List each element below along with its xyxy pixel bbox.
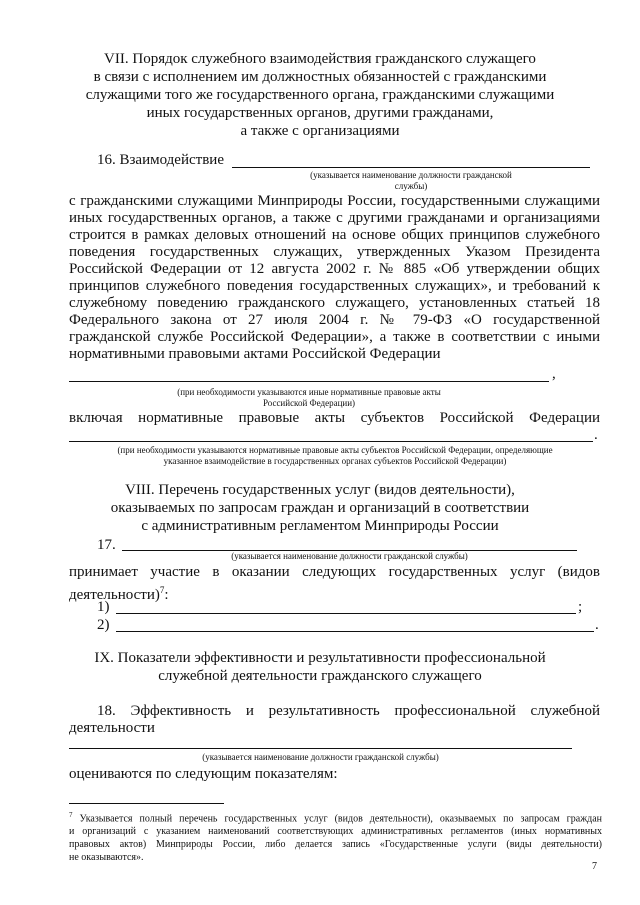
item-18-line-2: деятельности bbox=[69, 720, 155, 736]
heading-line: служебной деятельности гражданского служащего bbox=[158, 668, 482, 684]
hint-line: Российской Федерации) bbox=[262, 398, 356, 408]
paragraph-line: иных государственных органов, а также с другими гражданами и организациями bbox=[69, 210, 600, 226]
heading-line: а также с организациями bbox=[240, 123, 400, 139]
page-number: 7 bbox=[592, 861, 597, 872]
footnote-line: и организаций с указанием наименований соответствующих административных регламентов (иных нормативных bbox=[69, 826, 602, 838]
service-item-end: ; bbox=[578, 599, 583, 615]
hint-line: (указывается наименование должности гражданской bbox=[310, 170, 512, 180]
hint-line: (при необходимости указываются иные нормативные правовые акты bbox=[177, 387, 441, 397]
service-item-blank-line bbox=[116, 631, 594, 632]
regional-hint bbox=[60, 445, 610, 467]
item-18-blank-line bbox=[69, 748, 572, 749]
services-line-2 bbox=[69, 582, 169, 604]
heading-line: IX. Показатели эффективности и результативности профессиональной bbox=[94, 650, 546, 666]
section-7-heading bbox=[0, 50, 640, 140]
section-8-heading bbox=[0, 481, 640, 535]
heading-line: в связи с исполнением им должностных обязанностей с гражданскими bbox=[93, 69, 547, 85]
heading-line: иных государственных органов, другими гражданами, bbox=[146, 105, 494, 121]
item-18-position-hint: (указывается наименование должности гражданской службы) bbox=[202, 752, 439, 762]
footnote-text: Указывается полный перечень государственных услуг (видов деятельности), оказываемых по запросам граждан bbox=[79, 813, 603, 825]
services-line-1: принимает участие в оказании следующих государственных услуг (видов bbox=[69, 564, 600, 580]
service-item-end: . bbox=[595, 617, 599, 633]
acts-hint bbox=[69, 387, 549, 409]
hint-line: (при необходимости указываются нормативные правовые акты субъектов Российской Федерации, определяющие bbox=[117, 445, 553, 455]
acts-comma: , bbox=[552, 366, 556, 382]
heading-line: VIII. Перечень государственных услуг (видов деятельности), bbox=[125, 482, 515, 498]
paragraph-line: Российской Федерации от 12 августа 2002 г. № 885 «Об утверждении общих bbox=[69, 261, 600, 277]
section-9-heading bbox=[0, 649, 640, 685]
item-17-label: 17. bbox=[97, 537, 116, 553]
service-item-number: 2) bbox=[97, 617, 110, 633]
heading-line: VII. Порядок служебного взаимодействия гражданского служащего bbox=[104, 51, 536, 67]
footnote-separator bbox=[69, 803, 224, 804]
item-17-position-hint: (указывается наименование должности гражданской службы) bbox=[231, 551, 468, 561]
paragraph-line: с гражданскими служащими Минприроды России, государственными служащими bbox=[69, 193, 600, 209]
item-16-label: 16. Взаимодействие bbox=[97, 152, 224, 168]
footnote-line bbox=[69, 809, 602, 825]
heading-line: служащими того же государственного органа, гражданскими служащими bbox=[85, 87, 555, 103]
service-item-number: 1) bbox=[97, 599, 110, 615]
paragraph-line: поведения государственных служащих, утвержденных Указом Президента bbox=[69, 244, 600, 260]
item-16-blank-line bbox=[232, 167, 590, 168]
regional-period: . bbox=[594, 427, 598, 443]
paragraph-line: Федерального закона от 27 июля 2004 г. № 79-ФЗ «О государственной bbox=[69, 312, 600, 328]
colon: : bbox=[164, 587, 169, 603]
footnote-ref: 7 bbox=[159, 585, 165, 595]
indicators-line: оцениваются по следующим показателям: bbox=[69, 766, 338, 782]
paragraph-line: принципов служебного поведения государственных служащих», и требований к bbox=[69, 278, 600, 294]
regional-blank-line bbox=[69, 441, 593, 442]
services-text: деятельности) bbox=[69, 587, 160, 603]
item-16-paragraph bbox=[69, 193, 600, 363]
item-16-position-hint bbox=[232, 170, 590, 192]
paragraph-line: гражданской службе Российской Федерации», а также в соответствии с иными bbox=[69, 329, 600, 345]
service-item-blank-line bbox=[116, 613, 576, 614]
regional-acts-line: включая нормативные правовые акты субъектов Российской Федерации bbox=[69, 410, 600, 426]
acts-blank-line bbox=[69, 381, 549, 382]
item-18-line-1: 18. Эффективность и результативность профессиональной служебной bbox=[97, 703, 600, 719]
footnote-line: не оказываются». bbox=[69, 852, 144, 864]
paragraph-line: служебному поведению гражданского служащего, установленных статьей 18 bbox=[69, 295, 600, 311]
footnote-line: правовых актов) Минприроды России, либо делается запись «Государственные услуги (виды деятельности) bbox=[69, 839, 602, 851]
hint-line: указанное взаимодействие в государственных органах субъектов Российской Федерации) bbox=[163, 456, 507, 466]
hint-line: службы) bbox=[394, 181, 428, 191]
paragraph-line: нормативными правовыми актами Российской Федерации bbox=[69, 346, 441, 362]
heading-line: оказываемых по запросам граждан и организаций в соответствии bbox=[110, 500, 530, 516]
paragraph-line: строится в рамках деловых отношений на основе общих принципов служебного bbox=[69, 227, 600, 243]
footnote bbox=[69, 809, 602, 864]
footnote-mark: 7 bbox=[69, 811, 73, 819]
heading-line: с административным регламентом Минприроды России bbox=[141, 518, 499, 534]
